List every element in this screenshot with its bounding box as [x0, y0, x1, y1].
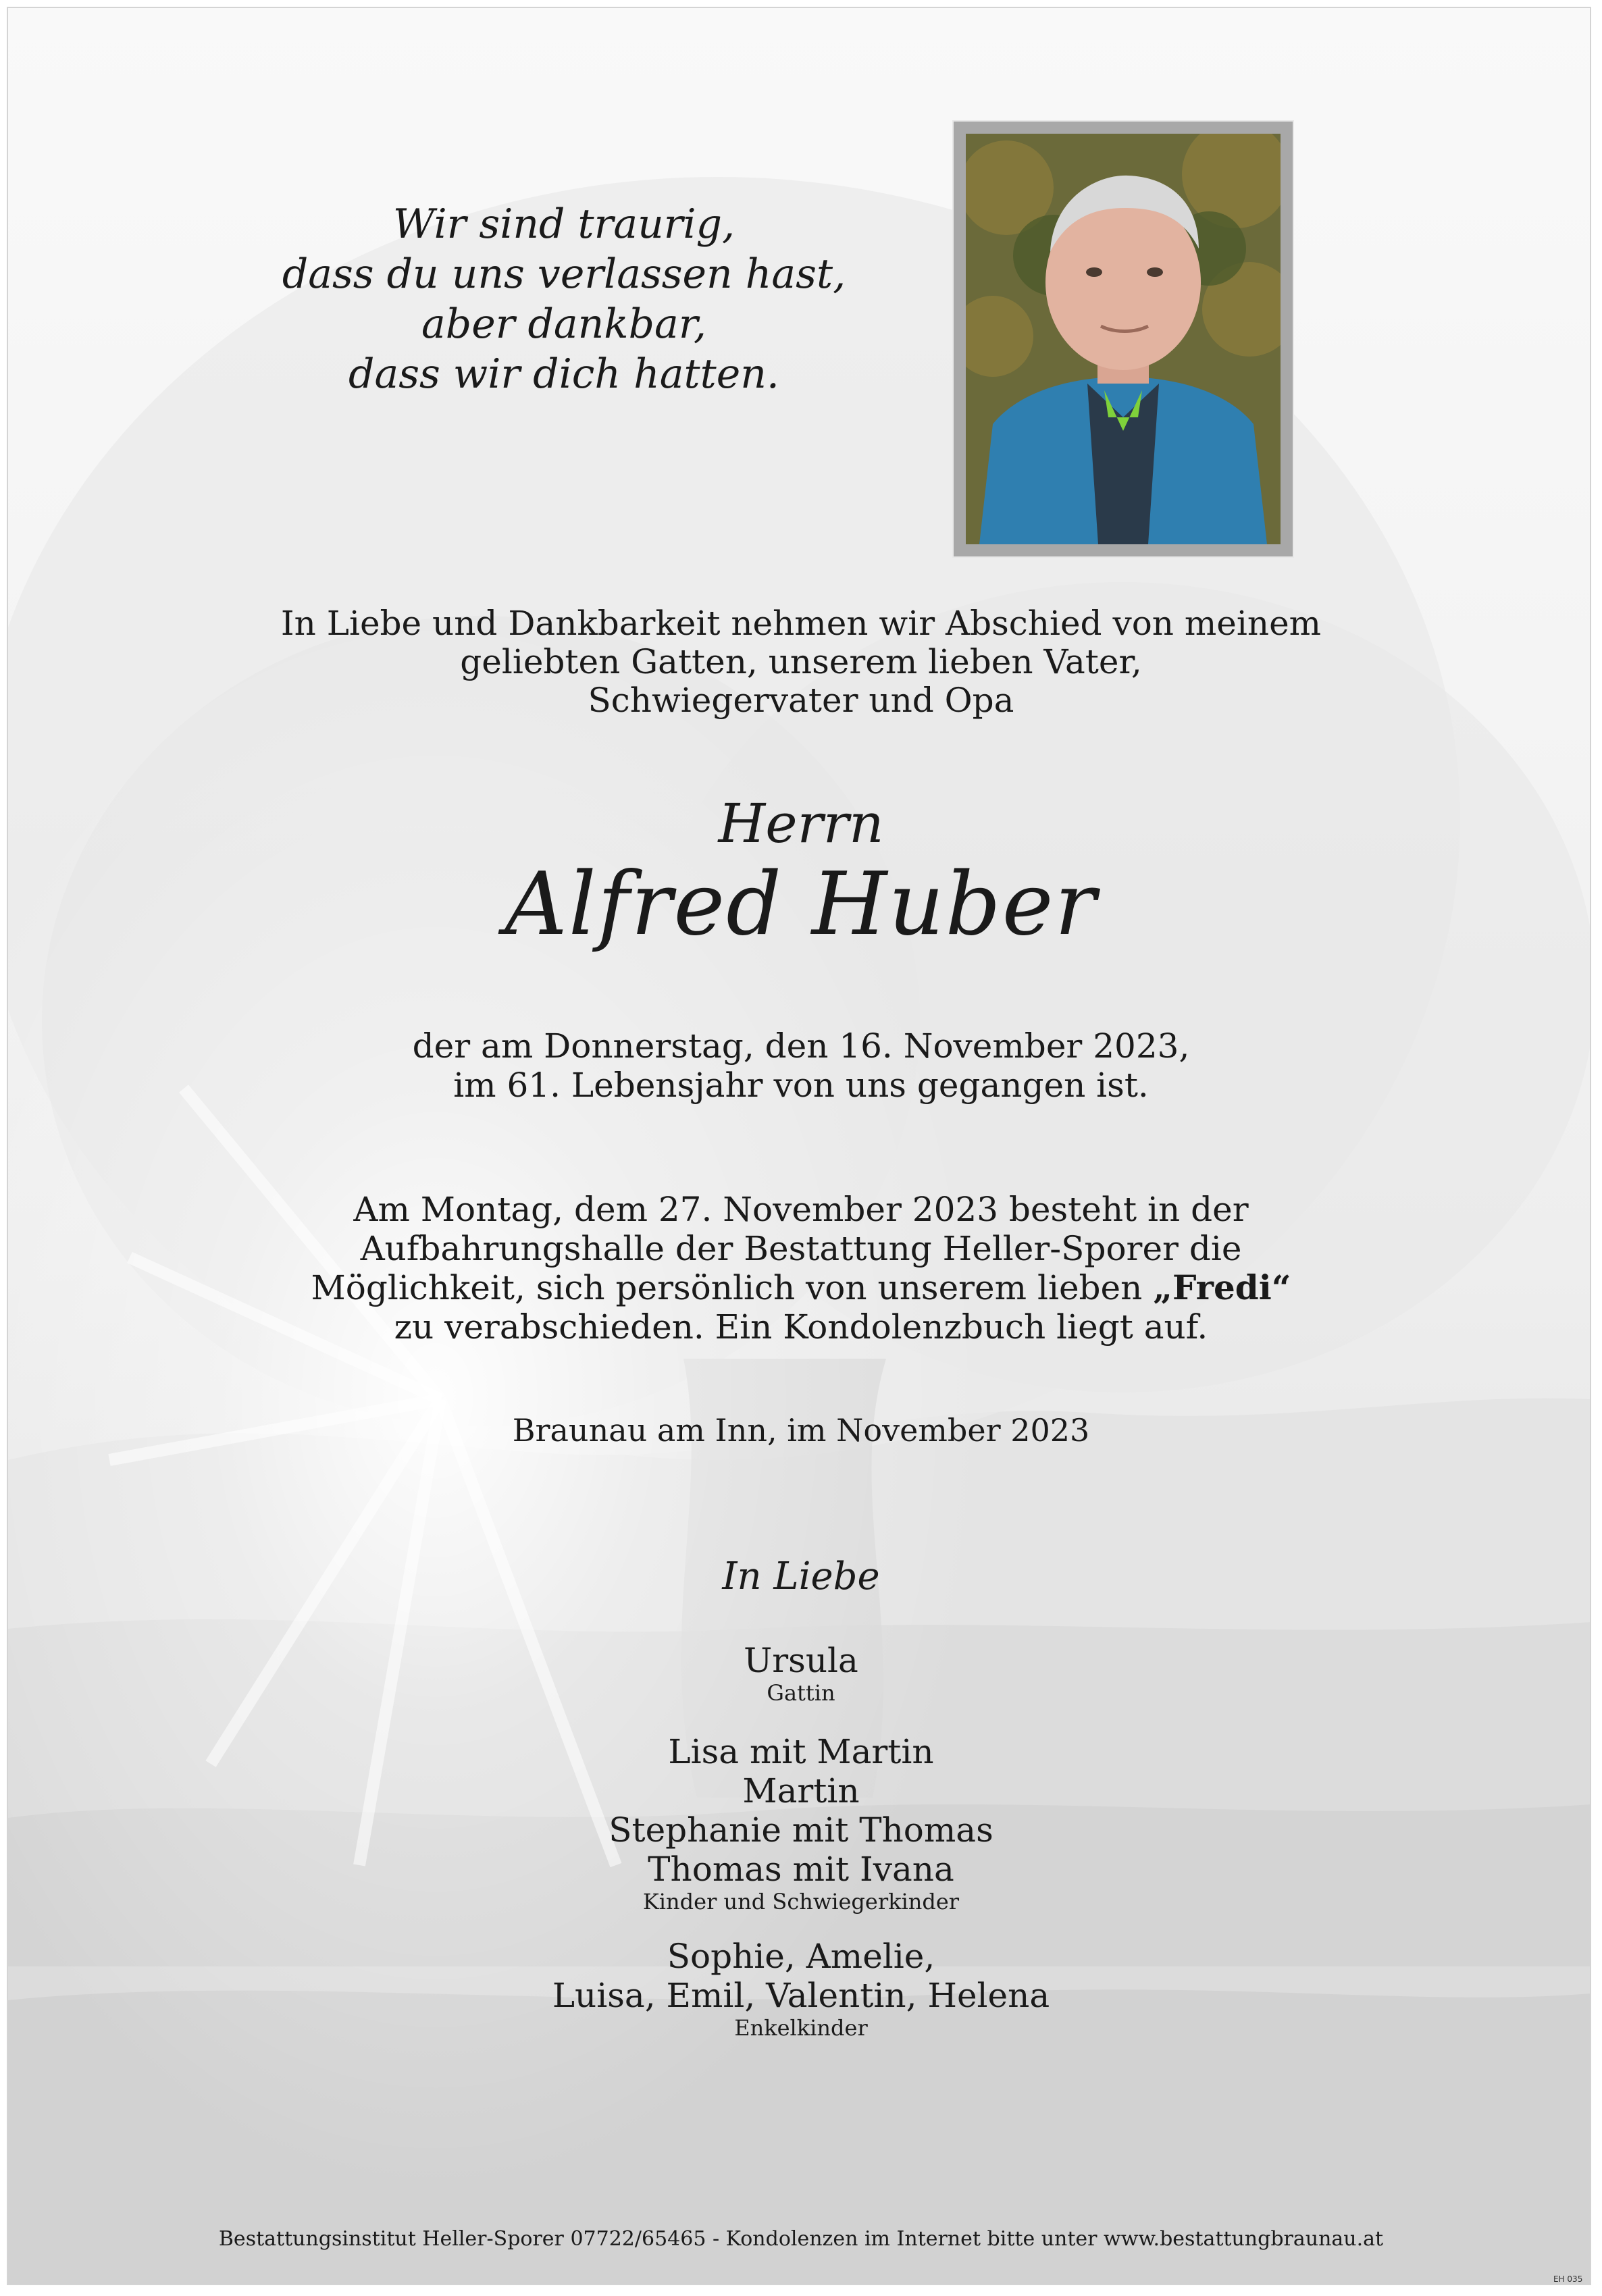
quote-line: aber dankbar,: [421, 301, 706, 348]
viewing-line: Am Montag, dem 27. November 2023 besteht in der: [353, 1190, 1249, 1229]
family-spouse: [0, 1641, 1602, 1706]
death-notice: [0, 1026, 1602, 1105]
family-member-name: Martin: [742, 1771, 860, 1810]
intro-line: Schwiegervater und Opa: [588, 681, 1014, 720]
quote-line: Wir sind traurig,: [392, 201, 735, 248]
family-member-name: Ursula: [744, 1641, 858, 1680]
family-role: Kinder und Schwiegerkinder: [642, 1889, 960, 1914]
portrait-photo: [966, 134, 1281, 544]
place-and-date: Braunau am Inn, im November 2023: [512, 1412, 1090, 1449]
viewing-line: Aufbahrungshalle der Bestattung Heller-Sporer die: [360, 1229, 1242, 1268]
family-grandchildren: [0, 1937, 1602, 2041]
quote-line: dass wir dich hatten.: [348, 350, 779, 398]
intro-line: In Liebe und Dankbarkeit nehmen wir Abschied von meinem: [280, 604, 1322, 643]
death-line: im 61. Lebensjahr von uns gegangen ist.: [453, 1066, 1149, 1105]
viewing-notice: [0, 1190, 1602, 1347]
farewell-intro: [193, 604, 1409, 720]
family-role: Gattin: [767, 1680, 835, 1706]
viewing-line: [0, 1268, 1602, 1307]
death-line: der am Donnerstag, den 16. November 2023,: [412, 1026, 1190, 1066]
portrait-frame: [952, 120, 1294, 558]
nickname: „Fredi“: [1153, 1268, 1291, 1307]
viewing-line: zu verabschieden. Ein Kondolenzbuch liegt auf.: [394, 1307, 1208, 1347]
family-member-name: Stephanie mit Thomas: [609, 1810, 993, 1850]
family-role: Enkelkinder: [734, 2015, 868, 2041]
in-love-heading: In Liebe: [722, 1555, 880, 1598]
family-member-name: Sophie, Amelie,: [667, 1937, 935, 1976]
funeral-home-footer: Bestattungsinstitut Heller-Sporer 07722/65465 - Kondolenzen im Internet bitte unter www.bestattungbraunau.at: [218, 2227, 1384, 2251]
quote-line: dass du uns verlassen hast,: [282, 251, 846, 298]
family-member-name: Thomas mit Ivana: [648, 1850, 954, 1889]
salutation: Herrn: [718, 792, 884, 855]
family-member-name: Lisa mit Martin: [668, 1732, 934, 1771]
deceased-name: Alfred Huber: [505, 854, 1097, 955]
memorial-quote: [223, 199, 905, 399]
family-member-name: Luisa, Emil, Valentin, Helena: [552, 1976, 1050, 2015]
family-children: [0, 1732, 1602, 1914]
intro-line: geliebten Gatten, unserem lieben Vater,: [460, 642, 1142, 681]
template-code: EH 035: [1553, 2274, 1583, 2284]
viewing-text: Möglichkeit, sich persönlich von unserem lieben: [311, 1268, 1154, 1307]
